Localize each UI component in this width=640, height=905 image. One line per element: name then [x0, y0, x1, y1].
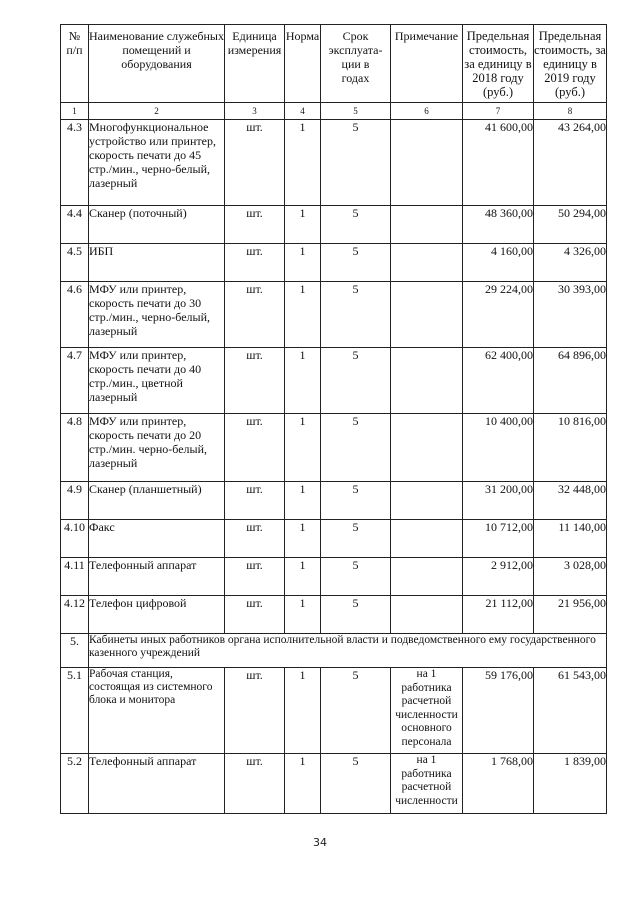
- item-name: Рабочая станция, состоящая из системного блока и монитора: [89, 668, 225, 754]
- item-norm: 1: [285, 558, 321, 596]
- item-norm: 1: [285, 482, 321, 520]
- item-unit: шт.: [225, 754, 285, 814]
- table-row: [61, 414, 607, 482]
- item-norm: 1: [285, 754, 321, 814]
- row-number: 4.9: [61, 482, 89, 520]
- item-life: 5: [321, 120, 391, 206]
- table-row: [61, 596, 607, 634]
- item-unit: шт.: [225, 282, 285, 348]
- row-number: 4.11: [61, 558, 89, 596]
- item-note: [391, 120, 463, 206]
- item-life: 5: [321, 348, 391, 414]
- table-row: [61, 482, 607, 520]
- row-number: 4.6: [61, 282, 89, 348]
- item-name: Телефонный аппарат: [89, 754, 225, 814]
- section-number: 5.: [61, 634, 89, 668]
- table-row: [61, 348, 607, 414]
- item-name: МФУ или принтер, скорость печати до 30 стр./мин., черно-белый, лазерный: [89, 282, 225, 348]
- column-number: 4: [285, 103, 321, 120]
- header-cost-2018: Предельная стоимость, за единицу в 2018 году (руб.): [463, 25, 534, 103]
- item-unit: шт.: [225, 120, 285, 206]
- item-cost-2018: 62 400,00: [463, 348, 534, 414]
- item-norm: 1: [285, 282, 321, 348]
- column-number: 6: [391, 103, 463, 120]
- item-note: [391, 206, 463, 244]
- item-name: Сканер (поточный): [89, 206, 225, 244]
- item-note: [391, 244, 463, 282]
- item-unit: шт.: [225, 244, 285, 282]
- header-no: № п/п: [61, 25, 89, 103]
- item-unit: шт.: [225, 596, 285, 634]
- table-row: [61, 558, 607, 596]
- item-norm: 1: [285, 596, 321, 634]
- page-number: 34: [313, 836, 327, 849]
- section-title: Кабинеты иных работников органа исполнительной власти и подведомственного ему государственного казенного учреждений: [89, 634, 607, 668]
- table-row: [61, 520, 607, 558]
- item-cost-2018: 31 200,00: [463, 482, 534, 520]
- table-row: [61, 120, 607, 206]
- row-number: 4.7: [61, 348, 89, 414]
- item-unit: шт.: [225, 482, 285, 520]
- item-cost-2019: 4 326,00: [534, 244, 607, 282]
- row-number: 4.10: [61, 520, 89, 558]
- item-note: [391, 596, 463, 634]
- item-cost-2018: 29 224,00: [463, 282, 534, 348]
- norms-table: [60, 24, 607, 814]
- item-unit: шт.: [225, 520, 285, 558]
- column-number: 8: [534, 103, 607, 120]
- column-number: 5: [321, 103, 391, 120]
- column-numbers-row: [61, 103, 607, 120]
- item-unit: шт.: [225, 558, 285, 596]
- item-cost-2019: 64 896,00: [534, 348, 607, 414]
- column-number: 2: [89, 103, 225, 120]
- item-cost-2019: 1 839,00: [534, 754, 607, 814]
- item-cost-2019: 10 816,00: [534, 414, 607, 482]
- item-name: МФУ или принтер, скорость печати до 20 стр./мин. черно-белый, лазерный: [89, 414, 225, 482]
- item-unit: шт.: [225, 668, 285, 754]
- item-norm: 1: [285, 348, 321, 414]
- item-life: 5: [321, 414, 391, 482]
- item-note: [391, 482, 463, 520]
- item-life: 5: [321, 668, 391, 754]
- item-name: Сканер (планшетный): [89, 482, 225, 520]
- item-cost-2018: 59 176,00: [463, 668, 534, 754]
- item-note: на 1 работника расчетной численности основного персонала: [391, 668, 463, 754]
- row-number: 4.4: [61, 206, 89, 244]
- item-life: 5: [321, 482, 391, 520]
- row-number: 5.1: [61, 668, 89, 754]
- column-number: 3: [225, 103, 285, 120]
- item-norm: 1: [285, 120, 321, 206]
- column-number: 1: [61, 103, 89, 120]
- item-cost-2018: 2 912,00: [463, 558, 534, 596]
- header-unit: Единица измерения: [225, 25, 285, 103]
- item-norm: 1: [285, 414, 321, 482]
- header-name: Наименование служебных помещений и оборудования: [89, 25, 225, 103]
- item-cost-2018: 10 712,00: [463, 520, 534, 558]
- item-norm: 1: [285, 206, 321, 244]
- item-cost-2018: 48 360,00: [463, 206, 534, 244]
- item-cost-2019: 61 543,00: [534, 668, 607, 754]
- item-cost-2018: 10 400,00: [463, 414, 534, 482]
- item-note: на 1 работника расчетной численности: [391, 754, 463, 814]
- item-name: Телефон цифровой: [89, 596, 225, 634]
- table-row: [61, 282, 607, 348]
- item-norm: 1: [285, 668, 321, 754]
- column-number: 7: [463, 103, 534, 120]
- item-cost-2018: 1 768,00: [463, 754, 534, 814]
- item-norm: 1: [285, 244, 321, 282]
- item-unit: шт.: [225, 206, 285, 244]
- item-cost-2019: 21 956,00: [534, 596, 607, 634]
- item-note: [391, 282, 463, 348]
- row-number: 4.12: [61, 596, 89, 634]
- item-note: [391, 520, 463, 558]
- item-cost-2019: 30 393,00: [534, 282, 607, 348]
- item-note: [391, 558, 463, 596]
- item-unit: шт.: [225, 348, 285, 414]
- item-life: 5: [321, 244, 391, 282]
- item-cost-2019: 32 448,00: [534, 482, 607, 520]
- item-life: 5: [321, 206, 391, 244]
- item-cost-2018: 41 600,00: [463, 120, 534, 206]
- item-life: 5: [321, 520, 391, 558]
- item-name: МФУ или принтер, скорость печати до 40 стр./мин., цветной лазерный: [89, 348, 225, 414]
- item-cost-2018: 21 112,00: [463, 596, 534, 634]
- section-row: [61, 634, 607, 668]
- item-name: Факс: [89, 520, 225, 558]
- item-note: [391, 414, 463, 482]
- item-name: Телефонный аппарат: [89, 558, 225, 596]
- item-cost-2019: 3 028,00: [534, 558, 607, 596]
- row-number: 4.8: [61, 414, 89, 482]
- item-cost-2018: 4 160,00: [463, 244, 534, 282]
- item-note: [391, 348, 463, 414]
- row-number: 4.3: [61, 120, 89, 206]
- item-cost-2019: 43 264,00: [534, 120, 607, 206]
- row-number: 4.5: [61, 244, 89, 282]
- item-life: 5: [321, 558, 391, 596]
- item-name: ИБП: [89, 244, 225, 282]
- item-unit: шт.: [225, 414, 285, 482]
- header-life: Срок эксплуата-ции в годах: [321, 25, 391, 103]
- table-row: [61, 754, 607, 814]
- header-norm: Норма: [285, 25, 321, 103]
- item-life: 5: [321, 596, 391, 634]
- row-number: 5.2: [61, 754, 89, 814]
- table-row: [61, 668, 607, 754]
- item-name: Многофункциональное устройство или принтер, скорость печати до 45 стр./мин., черно-белый, лазерный: [89, 120, 225, 206]
- item-cost-2019: 50 294,00: [534, 206, 607, 244]
- header-row: [61, 25, 607, 103]
- table-row: [61, 206, 607, 244]
- item-life: 5: [321, 754, 391, 814]
- item-life: 5: [321, 282, 391, 348]
- table-row: [61, 244, 607, 282]
- item-cost-2019: 11 140,00: [534, 520, 607, 558]
- item-norm: 1: [285, 520, 321, 558]
- header-cost-2019: Предельная стоимость, за единицу в 2019 году (руб.): [534, 25, 607, 103]
- header-note: Примечание: [391, 25, 463, 103]
